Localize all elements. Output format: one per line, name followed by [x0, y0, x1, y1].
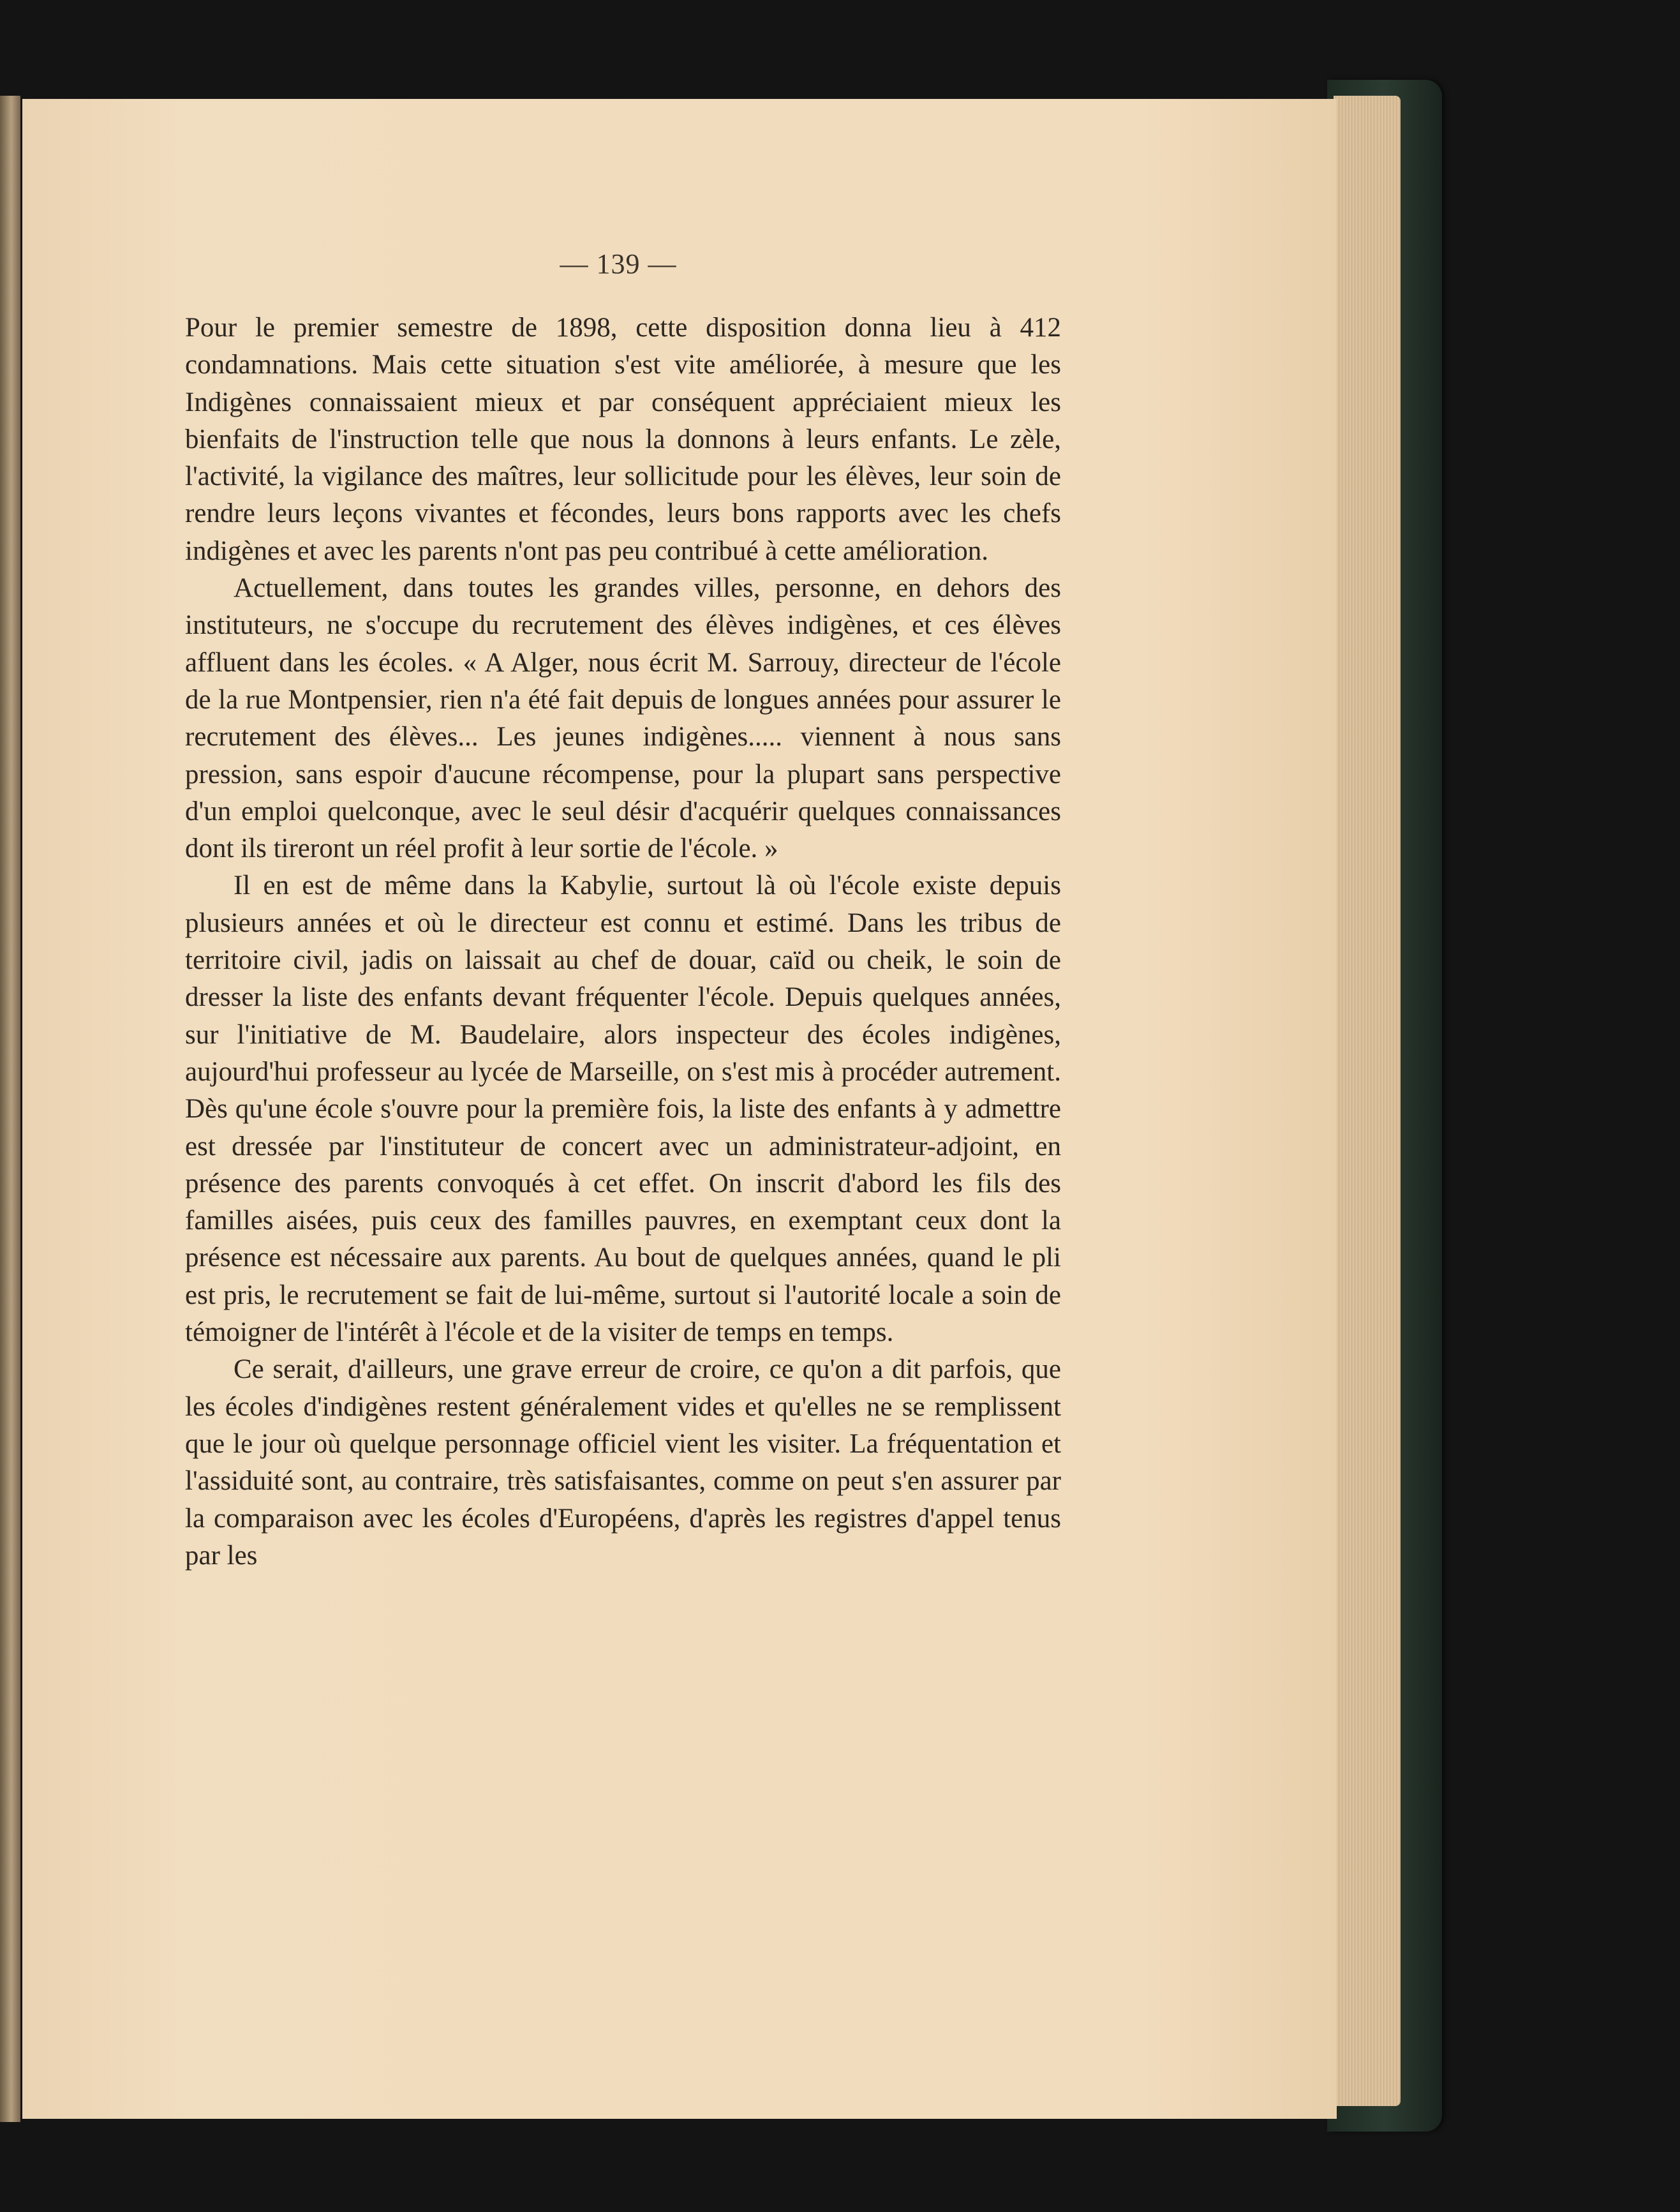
paragraph: Ce serait, d'ailleurs, une grave erreur de croire, ce qu'on a dit parfois, que les écoles d'indigènes restent généralement vides et qu'elles ne se remplissent que le jour où quelque personnage officiel vient les visiter. La fréquentation et l'assiduité sont, au contraire, très satisfaisantes, comme on peut s'en assurer par la comparaison avec les écoles d'Européens, d'après les registres d'appel tenus par les	[185, 1354, 1061, 1571]
paragraph: Actuellement, dans toutes les grandes villes, personne, en dehors des instituteurs, ne s'occupe du recrutement des élèves indigènes, et ces élèves affluent dans les écoles. « A Alger, nous écrit M. Sarrouy, directeur de l'école de la rue Montpensier, rien n'a été fait depuis de longues années pour assurer le recrutement des élèves... Les jeunes indigènes..... viennent à nous sans pression, sans espoir d'aucune récompense, pour la plupart sans perspective d'un emploi quelconque, avec le seul désir d'acquérir quelques connaissances dont ils tireront un réel profit à leur sortie de l'école. »	[185, 573, 1061, 864]
paragraph: Il en est de même dans la Kabylie, surtout là où l'école existe depuis plusieurs années et où le directeur est connu et estimé. Dans les tribus de territoire civil, jadis on laissait au chef de douar, caïd ou cheik, le soin de dresser la liste des enfants devant fréquenter l'école. Depuis quelques années, sur l'initiative de M. Baudelaire, alors inspecteur des écoles indigènes, aujourd'hui professeur au lycée de Marseille, on s'est mis à procéder autrement. Dès qu'une école s'ouvre pour la première fois, la liste des enfants à y admettre est dressée par l'instituteur de concert avec un administrateur-adjoint, en présence des parents convoqués à cet effet. On inscrit d'abord les fils des familles aisées, puis ceux des familles pauvres, en exemptant ceux dont la présence est nécessaire aux parents. Au bout de quelques années, quand le pli est pris, le recrutement se fait de lui-même, surtout si l'autorité locale a soin de témoigner de l'intérêt à l'école et de la visiter de temps en temps.	[185, 871, 1061, 1348]
page-stack-edge	[1334, 96, 1401, 2106]
body-text	[185, 310, 1061, 1574]
page-number: — 139 —	[560, 248, 677, 280]
left-page-edge	[0, 96, 20, 2122]
paragraph: Pour le premier semestre de 1898, cette disposition donna lieu à 412 condamnations. Mais cette situation s'est vite améliorée, à mesure que les Indigènes connaissaient mieux et par conséquent appréciaient mieux les bienfaits de l'instruction telle que nous la donnons à leurs enfants. Le zèle, l'activité, la vigilance des maîtres, leur sollicitude pour les élèves, leur soin de rendre leurs leçons vivantes et fécondes, leurs bons rapports avec les chefs indigènes et avec les parents n'ont pas peu contribué à cette amélioration.	[185, 313, 1061, 566]
book-page	[22, 99, 1337, 2119]
